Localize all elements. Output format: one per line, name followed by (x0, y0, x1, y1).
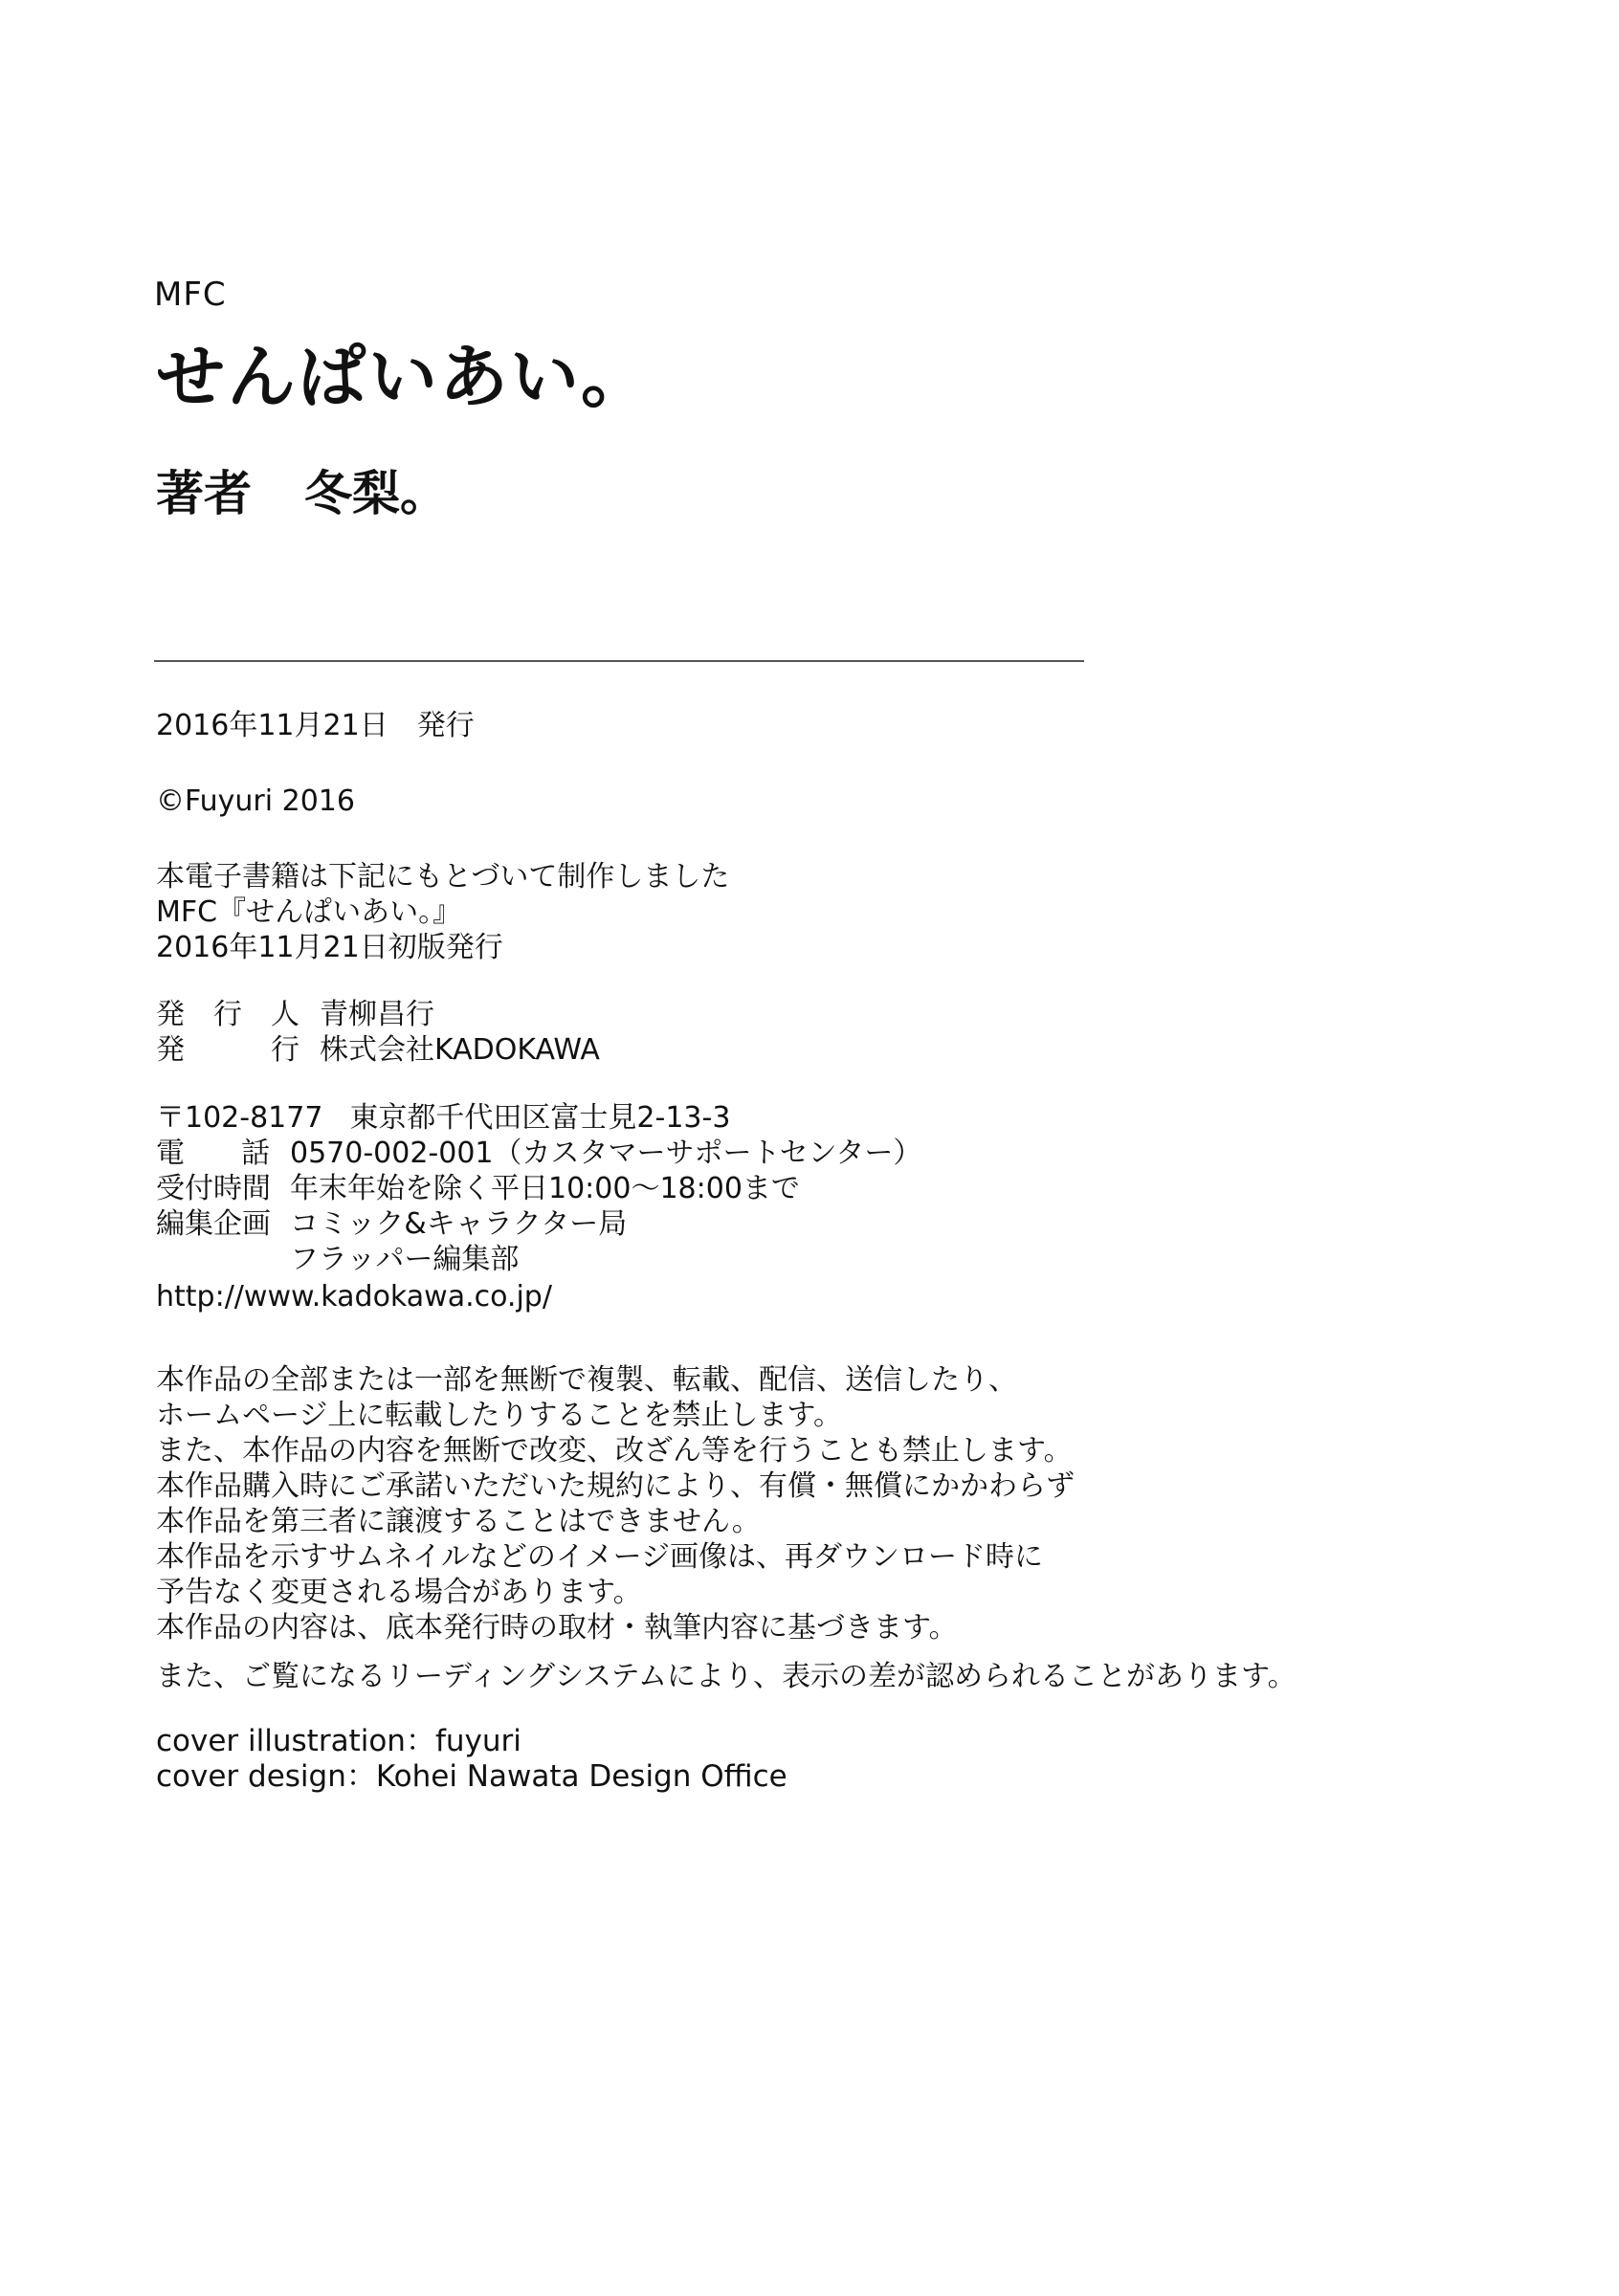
phone-label: 電 話 (156, 1137, 270, 1170)
hours: 年末年始を除く平日10:00～18:00まで (290, 1172, 800, 1205)
notice-line: 本作品の全部または一部を無断で複製、転載、配信、送信したり、 (156, 1363, 1017, 1397)
phone-row (156, 1136, 921, 1171)
editorial-label: 編集企画 (156, 1207, 271, 1241)
ebook-note-line: MFC『せんぱいあい。』 (156, 895, 462, 929)
issuer: 株式会社KADOKAWA (320, 1033, 600, 1067)
address: 東京都千代田区富士見2-13-3 (349, 1101, 731, 1135)
ebook-note (156, 859, 729, 965)
editorial-dept: コミック&キャラクター局 (290, 1207, 628, 1241)
notice-line: 予告なく変更される場合があります。 (156, 1576, 642, 1609)
hours-label: 受付時間 (156, 1172, 271, 1205)
editorial-row (156, 1206, 921, 1242)
publication-date: 2016年11月21日 発行 (156, 709, 475, 742)
author-label: 著者 (156, 466, 252, 521)
postal-code: 〒102-8177 (156, 1101, 323, 1135)
book-title: せんぱいあい。 (156, 337, 653, 417)
phone: 0570-002-001（カスタマーサポートセンター） (290, 1137, 922, 1170)
display-note: また、ご覧になるリーディングシステムにより、表示の差が認められることがあります。 (156, 1660, 1297, 1693)
editorial-row-2 (156, 1242, 921, 1277)
website-link[interactable]: http://www.kadokawa.co.jp/ (156, 1280, 552, 1314)
divider (154, 660, 1084, 662)
notice-line: 本作品購入時にご承諾いただいた規約により、有償・無償にかかわらず (156, 1469, 1075, 1503)
publisher-person-label: 発行人 (156, 998, 299, 1031)
publisher-person: 青柳昌行 (320, 998, 434, 1031)
issuer-row (156, 1032, 600, 1068)
editorial-section: フラッパー編集部 (290, 1243, 520, 1276)
cover-illustration-credit: cover illustration：fuyuri (156, 1724, 521, 1758)
issuer-label: 発 行 (156, 1033, 299, 1067)
cover-design-credit: cover design：Kohei Nawata Design Office (156, 1759, 787, 1794)
notices-block (156, 1362, 1075, 1645)
publisher-block (156, 997, 600, 1068)
notice-line: ホームページ上に転載したりすることを禁止します。 (156, 1399, 842, 1432)
notice-line: 本作品を示すサムネイルなどのイメージ画像は、再ダウンロード時に (156, 1540, 1043, 1574)
series-label: MFC (154, 276, 227, 314)
notice-line: 本作品を第三者に譲渡することはできません。 (156, 1505, 761, 1538)
address-row (156, 1100, 921, 1136)
publisher-person-row (156, 997, 600, 1032)
contact-block (156, 1100, 921, 1314)
ebook-note-line: 2016年11月21日初版発行 (156, 931, 503, 964)
notice-line: 本作品の内容は、底本発行時の取材・執筆内容に基づきます。 (156, 1611, 958, 1645)
author-name: 冬梨。 (304, 466, 448, 521)
notice-line: また、本作品の内容を無断で改変、改ざん等を行うことも禁止します。 (156, 1434, 1073, 1468)
ebook-note-line: 本電子書籍は下記にもとづいて制作しました (156, 860, 730, 894)
credits-block (156, 1724, 787, 1795)
hours-row (156, 1171, 921, 1206)
copyright: ©Fuyuri 2016 (156, 784, 355, 818)
